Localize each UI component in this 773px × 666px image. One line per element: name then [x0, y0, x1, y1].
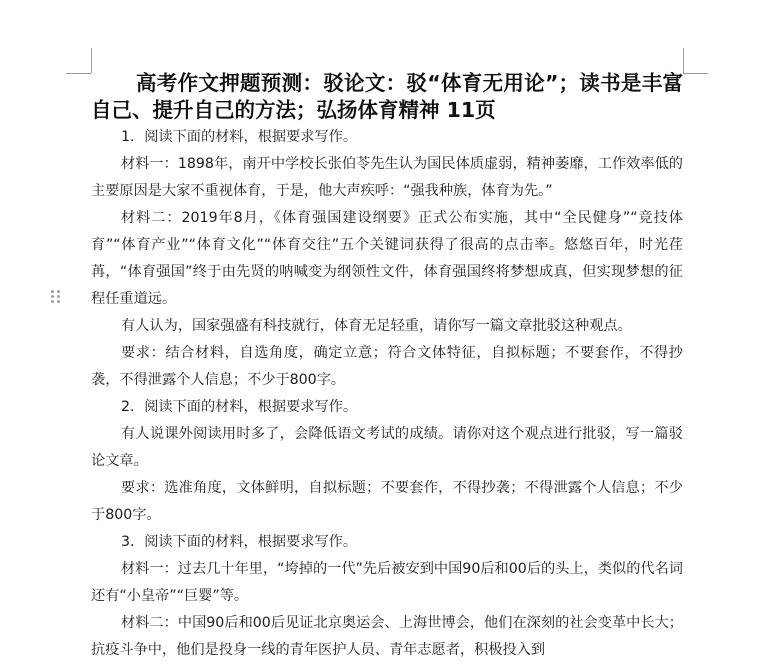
paragraph: 1．阅读下面的材料，根据要求写作。	[121, 129, 358, 145]
drag-handle-icon[interactable]	[51, 290, 61, 306]
crop-mark-top-left-horizontal	[66, 73, 91, 74]
paragraph: 有人认为，国家强盛有科技就行，体育无足轻重，请你写一篇文章批驳这种观点。	[121, 318, 632, 334]
paragraph: 材料一：过去几十年里，“垮掉的一代”先后被安到中国90后和00后的头上，类似的代名词还有“小皇帝”“巨婴”等。	[91, 561, 683, 604]
paragraph: 3．阅读下面的材料，根据要求写作。	[121, 534, 358, 550]
paragraph: 材料二：中国90后和00后见证北京奥运会、上海世博会，他们在深刻的社会变革中长大；抗疫斗争中，他们是投身一线的青年医护人员、青年志愿者，积极投入到	[91, 615, 683, 658]
crop-mark-top-right-vertical	[683, 48, 684, 73]
document-title: 高考作文押题预测：驳论文：驳“体育无用论”；读书是丰富自己、提升自己的方法；弘扬体育精神 11页	[91, 71, 683, 122]
paragraph: 要求：结合材料，自选角度，确定立意；符合文体特征，自拟标题；不要套作，不得抄袭，不得泄露个人信息；不少于800字。	[91, 345, 683, 388]
paragraph: 材料一：1898年，南开中学校长张伯苓先生认为国民体质虚弱，精神萎靡，工作效率低的主要原因是大家不重视体育，于是，他大声疾呼：“强我种族，体育为先。”	[91, 156, 683, 199]
paragraph: 2．阅读下面的材料，根据要求写作。	[121, 399, 358, 415]
document-body[interactable]	[91, 70, 683, 664]
paragraph: 材料二：2019年8月，《体育强国建设纲要》正式公布实施，其中“全民健身”“竞技体育”“体育产业”“体育文化”“体育交往”五个关键词获得了很高的点击率。悠悠百年，时光荏苒，“体育强国”终于由先贤的呐喊变为纲领性文件，体育强国终将梦想成真，但实现梦想的征程任重道远。	[91, 210, 683, 307]
paragraph: 有人说课外阅读用时多了，会降低语文考试的成绩。请你对这个观点进行批驳，写一篇驳论文章。	[91, 426, 683, 469]
crop-mark-top-right-horizontal	[683, 73, 708, 74]
paragraph: 要求：选准角度，文体鲜明，自拟标题；不要套作，不得抄袭；不得泄露个人信息；不少于800字。	[91, 480, 683, 523]
